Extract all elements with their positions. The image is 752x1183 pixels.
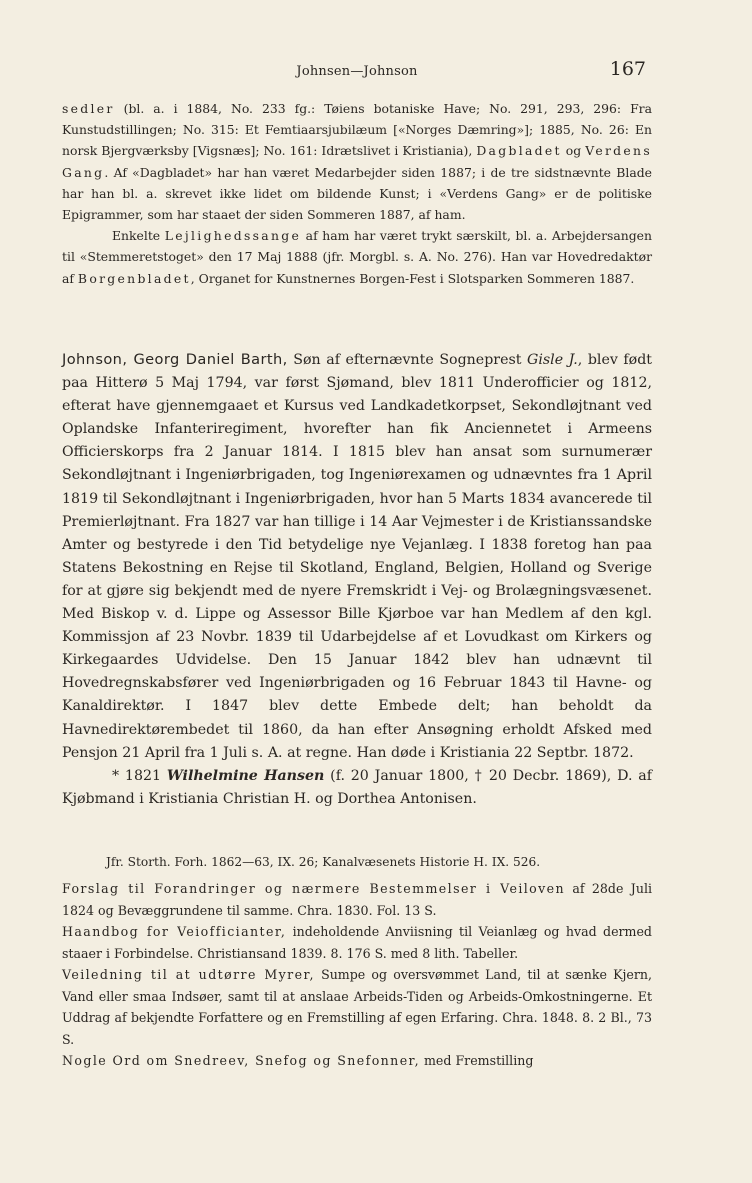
spaced-title: Verdens Gang [62,143,652,180]
work-details: indeholdende Anviisning til Veianlæg og hvad dermed staaer i Forbindelse. Christiansand 1839. 8. 176 S. med 8 lith. Tabeller. [62,924,652,961]
bibliography-item [62,878,652,921]
preceding-paragraph [62,98,652,225]
paragraph-text: , Organet for Kunstnernes Borgen-Fest i Slotsparken Sommeren 1887. [190,270,635,286]
work-details: med Fremstilling [419,1053,534,1068]
bibliography [62,878,652,1072]
work-title: Veiledning til at udtørre Myrer, [62,967,315,982]
paragraph-text: Søn af efternævnte Sogneprest [287,352,528,368]
paragraph-text: af ham har været trykt særskilt, bl. a. Arbejdersangen til «Stemmeretstoget» den 17 Maj 1888 (jfr. Morgbl. s. A. No. 276). Han var Hovedredaktør af [62,228,652,286]
paragraph-text: , blev født paa Hitterø 5 Maj 1794, var først Sjømand, blev 1811 Underofficier og 1812, efterat have gjennemgaaet et Kursus ved Landkadetkorpset, Sekondløjtnant ved Oplandske Infanteriregiment, hvorefter han fik Anciennetet i Armeens Officierskorps fra 2 Januar 1814. I 1815 blev han ansat som surnumerær Sekondløjtnant i Ingeniørbrigaden, tog Ingeniørexamen og udnævntes fra 1 April 1819 til Sekondløjtnant i Ingeniørbrigaden, hvor han 5 Marts 1834 avancerede til Premierløjtnant. Fra 1827 var han tillige i 14 Aar Vejmester i de Kristianssandske Amter og bestyrede i den Tid betydelige nye Vejanlæg. I 1838 foretog han paa Statens Bekostning en Rejse til Skotland, England, Belgien, Holland og Sverige for at gjøre sig bekjendt med de nyere Fremskridt i Vej- og Brolægningsvæsenet. Med Biskop v. d. Lippe og Assessor Bille Kjørboe var han Medlem af den kgl. Kommissjon af 23 Novbr. 1839 til Udarbejdelse af et Lovudkast om Kirkers og Kirkegaardes Udvidelse. Den 15 Januar 1842 blev han udnævnt til Hovedregnskabsfører ved Ingeniørbrigaden og 16 Februar 1843 til Havne- og Kanaldirektør. I 1847 blev dette Embede delt; han beholdt da Havnedirektørembedet til 1860, da han efter Ansøgning erholdt Afsked med Pensjon 21 April fra 1 Juli s. A. at regne. Han døde i Kristiania 22 Septbr. 1872. [62,352,653,761]
preceding-entry [62,98,652,289]
work-title: Forslag til Forandringer og nærmere Bestemmelser i Veiloven [62,881,566,896]
work-details: Sumpe og oversvømmet Land, til at sænke Kjern, Vand eller smaa Indsøer, samt til at anslaae Arbeids-Tiden og Arbeids-Omkostningerne. Et Uddrag af bekjendte Forfattere og en Fremstilling af egen Erfaring. Chra. 1848. 8. 2 Bl., 73 S. [62,967,652,1047]
entry-paragraph [62,348,652,765]
preceding-paragraph [62,225,652,289]
paragraph-text: * 1821 [112,767,167,784]
bibliography-item [62,921,652,964]
work-title: Haandbog for Veiofficianter, [62,924,287,939]
sources-text: Jfr. Storth. Forh. 1862—63, IX. 26; Kanalvæsenets Historie H. IX. 526. [106,855,541,869]
spaced-title: Dagbladet [476,143,562,159]
spaced-title: Lejlighedssange [164,228,302,244]
paragraph-text: (f. 20 Januar 1800, † 20 Decbr. 1869), D. af Kjøbmand i Kristiania Christian H. og Dorthea Antonisen. [62,767,652,807]
paragraph-text: Enkelte [112,228,165,244]
bibliography-item [62,964,652,1050]
bibliography-item [62,1050,652,1072]
spaced-title: sedler [62,101,115,116]
marriage-line [62,765,652,811]
paragraph-text: (bl. a. i 1884, No. 233 fg.: Tøiens botaniske Have; No. 291, 293, 296: Fra Kunstudstillingen; No. 315: Et Femtiaarsjubilæum [«Norges Dæmring»]; 1885, No. 26: En norsk Bjergværksby [Vigsnæs]; No. 161: Idrætslivet i Kristiania), [62,101,652,159]
spaced-title: Borgenbladet [77,270,191,286]
sources-line [62,852,652,872]
father-name: Gisle J. [527,352,578,368]
paragraph-text: . Af «Dagbladet» har han været Medarbejder siden 1887; i de tre sidstnævnte Blade har han bl. a. skrevet ikke lidet om bildende Kunst; i «Verdens Gang» er de politiske Epigrammer, som har staaet der siden Sommeren 1887, af ham. [62,164,652,223]
running-title: Johnsen—Johnson [296,64,418,79]
work-title: Nogle Ord om Snedreev, Snefog og Snefonner, [62,1053,420,1068]
biography-entry [62,348,652,811]
entry-heading: Johnson, Georg Daniel Barth, [62,351,288,368]
page-number: 167 [609,58,646,80]
work-details: af 28de Juli 1824 og Bevæggrundene til samme. Chra. 1830. Fol. 13 S. [62,881,652,918]
paragraph-text: og [561,143,586,159]
spouse-name: Wilhelmine Hansen [166,767,325,784]
page-header [62,58,652,88]
